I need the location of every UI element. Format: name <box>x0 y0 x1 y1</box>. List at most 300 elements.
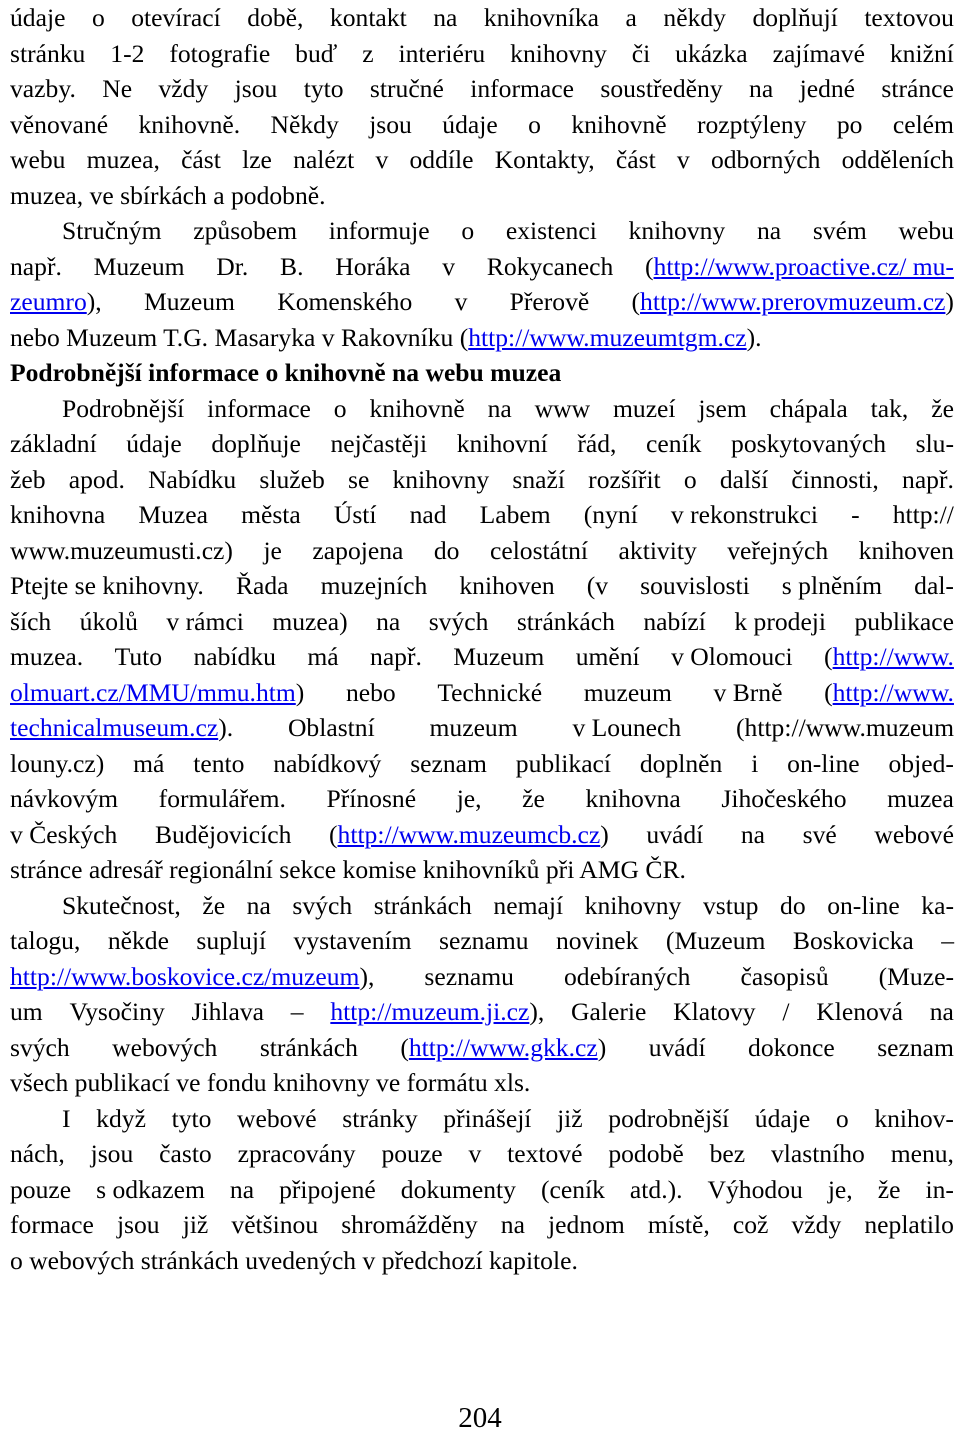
hyperlink[interactable]: http://www.muzeumcb.cz <box>337 819 601 849</box>
word: (v <box>586 571 609 600</box>
word: stránkách <box>516 606 615 636</box>
text-line <box>10 1172 954 1208</box>
word: v rekonstrukci <box>670 500 819 529</box>
word: o <box>835 1103 849 1133</box>
word: jsou <box>369 109 412 139</box>
word: vstup <box>702 890 759 920</box>
word: v <box>468 1139 482 1168</box>
word: poskytovaných <box>731 429 887 458</box>
word: ( <box>329 819 338 849</box>
word: způsobem <box>193 216 298 245</box>
word: i <box>751 748 759 778</box>
word: Tuto <box>114 642 163 671</box>
word: Jihočeského <box>721 784 847 813</box>
text-line <box>10 1030 954 1066</box>
hyperlink[interactable]: http://www.muzeumtgm.cz <box>468 322 747 352</box>
word: ( <box>400 1032 409 1062</box>
text-line <box>10 0 954 36</box>
word: je, <box>456 784 482 813</box>
word: jsem <box>698 393 747 423</box>
word: se <box>347 464 370 494</box>
word: uvádí <box>646 819 704 849</box>
text-line <box>10 249 954 285</box>
word: umění <box>575 642 640 671</box>
word: nabídkový <box>273 748 382 778</box>
word: podobě <box>608 1139 684 1168</box>
word: všech publikací ve fondu knihovny ve formátu xls. <box>10 1068 531 1097</box>
word: většinou <box>231 1210 319 1239</box>
word: webové <box>874 819 954 849</box>
word: vlastního <box>770 1139 865 1168</box>
word: Klenová <box>816 997 903 1026</box>
word: dal- <box>914 571 954 600</box>
hyperlink[interactable]: http://www. <box>832 642 954 671</box>
word: např. <box>370 642 422 671</box>
word: knihovní <box>456 429 548 458</box>
word: Jihlava <box>191 997 265 1026</box>
word: Klatovy <box>673 997 756 1026</box>
word-group <box>330 994 544 1030</box>
text-line <box>10 710 954 746</box>
word: že <box>877 1174 901 1204</box>
word: Ptejte se knihovny. <box>10 571 204 600</box>
text-line <box>10 923 954 959</box>
word: vždy <box>791 1210 842 1239</box>
word: např. <box>902 464 954 494</box>
word: seznam <box>877 1032 954 1062</box>
word: o <box>91 3 105 32</box>
word: doplňuje <box>211 429 301 458</box>
hyperlink[interactable]: zeumro <box>10 287 87 316</box>
word: www <box>534 393 591 423</box>
word: údaje <box>126 429 182 458</box>
word: knihovna <box>10 500 106 529</box>
word: podrobnější <box>608 1103 730 1133</box>
word: další <box>719 464 769 494</box>
word: textové <box>507 1139 583 1168</box>
word: knihov- <box>874 1103 954 1133</box>
word: suplují <box>196 926 267 955</box>
word: Muzea <box>138 500 208 529</box>
word: má <box>307 642 339 671</box>
word: služeb <box>259 464 325 494</box>
word: knihovníka <box>483 3 600 32</box>
text-line <box>10 426 954 462</box>
word: na <box>376 606 401 636</box>
word: louny.cz) <box>10 748 105 778</box>
word: vždy <box>158 74 209 103</box>
word: webových <box>112 1032 218 1062</box>
word: in- <box>925 1174 954 1204</box>
word: což <box>732 1210 769 1239</box>
word: (http://www.muzeum <box>736 713 954 742</box>
word: do <box>433 535 460 565</box>
word: ) <box>295 677 305 707</box>
word: je, <box>827 1174 853 1204</box>
word: po <box>836 109 863 139</box>
word: Boskovicka <box>792 926 914 955</box>
word: o <box>683 464 697 494</box>
word: údaje <box>10 3 66 32</box>
text-line <box>10 994 954 1030</box>
word: muzea) <box>272 606 348 636</box>
word: muzea. <box>10 642 84 671</box>
word: pouze <box>10 1174 72 1204</box>
word: 1-2 <box>110 38 145 68</box>
word: již <box>557 1103 583 1133</box>
word: fotografie <box>169 38 271 68</box>
word: svém <box>812 216 867 245</box>
word: webové <box>237 1103 317 1133</box>
word: seznamu <box>439 926 529 955</box>
word: zajímavé <box>772 38 865 68</box>
text-line <box>10 462 954 498</box>
word: v Olomouci <box>671 642 793 671</box>
word: z <box>362 38 374 68</box>
word: existenci <box>505 216 597 245</box>
word: Muzeum <box>143 287 235 316</box>
text-line <box>10 1065 954 1101</box>
page-number: 204 <box>458 1402 502 1434</box>
text-line <box>10 888 954 924</box>
word: tak, <box>870 393 909 423</box>
word: Rokycanech <box>486 251 614 281</box>
word: Výhodou <box>707 1174 803 1204</box>
hyperlink[interactable]: http://www. <box>832 677 954 707</box>
hyperlink[interactable]: http://www.boskovice.cz/muzeum <box>10 961 360 991</box>
word: stránky <box>342 1103 418 1133</box>
word: knihovny <box>584 890 682 920</box>
word: nad <box>409 500 447 529</box>
word: knihoven <box>858 535 954 565</box>
word: pouze <box>381 1139 443 1168</box>
word: časopisů <box>740 961 829 991</box>
word: ukázka <box>675 38 748 68</box>
word-group <box>10 284 102 320</box>
word: stránce <box>881 74 954 103</box>
word: když <box>96 1103 146 1133</box>
word: ), <box>86 287 102 316</box>
word: na <box>500 1210 525 1239</box>
word-group <box>10 675 304 711</box>
word: nabídku <box>193 642 276 671</box>
text-line <box>10 1101 954 1137</box>
word: uvádí <box>648 1032 706 1062</box>
word: Skutečnost, <box>62 890 181 920</box>
word: nebo <box>345 677 396 707</box>
word: aktivity <box>618 535 697 565</box>
word: či <box>631 38 651 68</box>
word: otevírací <box>131 3 221 32</box>
word: atd.). <box>629 1174 683 1204</box>
word: muzeum <box>429 713 518 742</box>
word: a <box>625 3 637 32</box>
word: v rámci <box>166 606 244 636</box>
word: žeb <box>10 464 46 494</box>
word: ) <box>600 819 609 849</box>
word: apod. <box>68 464 125 494</box>
word: ( <box>824 642 833 671</box>
word: knihovny <box>628 216 726 245</box>
word: - <box>851 500 860 529</box>
word: muzea, <box>86 145 160 174</box>
text-line <box>10 781 954 817</box>
word: seznamu <box>424 961 514 991</box>
word-group <box>632 284 954 320</box>
word: vystavením <box>293 926 412 955</box>
word: jednom <box>548 1210 625 1239</box>
hyperlink[interactable]: http://www.prerovmuzeum.cz <box>640 287 946 316</box>
word: návkovým <box>10 784 119 813</box>
word-group <box>329 817 609 853</box>
word-group <box>824 675 954 711</box>
text-line <box>10 568 954 604</box>
word: v Lounech <box>572 713 682 742</box>
text-line <box>10 178 954 214</box>
word: Přínosné <box>326 784 417 813</box>
text-line <box>10 213 954 249</box>
word: muzeí <box>612 393 676 423</box>
word: on-line <box>827 890 900 920</box>
word-group <box>824 639 954 675</box>
section-heading <box>10 355 954 391</box>
word: řád, <box>577 429 617 458</box>
word: tyto <box>303 74 344 103</box>
word: muzea <box>887 784 954 813</box>
word: ), <box>359 961 375 991</box>
word: Labem <box>479 500 551 529</box>
word: ( <box>824 677 833 707</box>
word: shromážděny <box>341 1210 478 1239</box>
word: již <box>182 1210 209 1239</box>
word: o <box>461 216 475 245</box>
text-line <box>10 36 954 72</box>
word: Ne <box>102 74 133 103</box>
word: na <box>756 216 782 245</box>
word: v Brně <box>713 677 783 707</box>
word: publikací <box>515 748 612 778</box>
text-line <box>10 320 954 356</box>
word: jsou <box>116 1210 160 1239</box>
word: Muzeum <box>453 642 545 671</box>
text-line <box>10 959 954 995</box>
word: odebíraných <box>563 961 691 991</box>
word: připojené <box>279 1174 376 1204</box>
word: údaje <box>442 109 498 139</box>
word: své <box>802 819 837 849</box>
word: rozptýleny <box>696 109 807 139</box>
word: ). <box>218 713 234 742</box>
word: formace <box>10 1210 94 1239</box>
word: stránce adresář regionální sekce komise knihovníků při AMG ČR. <box>10 855 686 884</box>
word-group <box>10 710 233 746</box>
word: na <box>433 3 458 32</box>
word: na <box>246 890 271 920</box>
word: Galerie <box>571 997 647 1026</box>
word-group <box>10 959 374 995</box>
text-line <box>10 284 954 320</box>
word: jedné <box>799 74 856 103</box>
word: jsou <box>234 74 278 103</box>
word: v <box>375 145 389 174</box>
word: část <box>615 145 656 174</box>
word: stránku <box>10 38 86 68</box>
word: Budějovicích <box>154 819 292 849</box>
word: – <box>290 997 304 1026</box>
text-line <box>10 604 954 640</box>
word: tyto <box>171 1103 212 1133</box>
word: www.muzeumusti.cz) <box>10 535 233 565</box>
word: svých <box>292 890 353 920</box>
word: knihovně. <box>138 109 241 139</box>
word: ). <box>746 322 762 352</box>
word: I <box>62 1103 71 1133</box>
word: Podrobnější <box>62 393 185 423</box>
word: na <box>740 819 766 849</box>
document-page <box>10 0 954 1278</box>
word: informace <box>470 74 574 103</box>
word: ( <box>631 287 641 316</box>
word: buď <box>295 38 338 68</box>
word: Stručným <box>62 216 162 245</box>
word: B. <box>280 251 304 281</box>
word: v <box>676 145 690 174</box>
word: že <box>522 784 545 813</box>
word: že <box>202 890 226 920</box>
word: celostátní <box>489 535 589 565</box>
word: v <box>442 251 456 281</box>
word: / <box>782 997 790 1026</box>
word: publikace <box>854 606 954 636</box>
word: neplatilo <box>864 1210 954 1239</box>
word: webu <box>898 216 954 245</box>
word-group <box>10 320 762 356</box>
word: (ceník <box>540 1174 605 1204</box>
word: Muzeum <box>93 251 185 281</box>
word: (Muzeum <box>665 926 766 955</box>
word: Někdy <box>270 109 339 139</box>
text-line <box>10 1243 954 1279</box>
word: nemají <box>493 890 564 920</box>
text-line <box>10 107 954 143</box>
word: dokonce <box>748 1032 835 1062</box>
text-line <box>10 533 954 569</box>
text-line <box>10 852 954 888</box>
word: době, <box>247 3 304 32</box>
word: novinek <box>556 926 639 955</box>
word: činnosti, <box>791 464 879 494</box>
word: seznam <box>410 748 487 778</box>
word: celém <box>892 109 954 139</box>
word: na <box>929 997 954 1026</box>
word: přinášejí <box>443 1103 532 1133</box>
word: webu <box>10 145 66 174</box>
word: jsou <box>90 1139 134 1168</box>
word: knižní <box>889 38 954 68</box>
text-line <box>10 1207 954 1243</box>
word-group <box>645 249 954 285</box>
word: s plněním <box>781 571 883 600</box>
word: nalézt <box>293 145 355 174</box>
word: že <box>931 393 954 423</box>
word: Kontakty, <box>494 145 595 174</box>
word: – <box>941 926 954 955</box>
word: bez <box>709 1139 746 1168</box>
word: textovou <box>864 3 954 32</box>
text-line <box>10 391 954 427</box>
word: základní <box>10 429 97 458</box>
word: Komenského <box>277 287 413 316</box>
word: často <box>159 1139 212 1168</box>
word: o webových stránkách uvedených v předchozí kapitole. <box>10 1245 578 1275</box>
word: knihovny <box>510 38 607 68</box>
word: k prodeji <box>734 606 827 636</box>
word: o <box>333 393 347 423</box>
word: úkolů <box>79 606 138 636</box>
word: doplněn <box>639 748 723 778</box>
text-line <box>10 675 954 711</box>
word: http:// <box>892 500 954 529</box>
word: Vysočiny <box>69 997 165 1026</box>
word: souvislosti <box>640 571 750 600</box>
word: věnované <box>10 109 109 139</box>
word: např. <box>10 251 62 281</box>
word: zapojena <box>312 535 404 565</box>
word: část <box>181 145 221 174</box>
hyperlink[interactable]: technicalmuseum.cz <box>10 713 219 742</box>
text-line <box>10 1136 954 1172</box>
hyperlink[interactable]: http://muzeum.ji.cz <box>330 997 530 1026</box>
word: nebo Muzeum T.G. Masaryka v Rakovníku ( <box>10 322 469 352</box>
word: chápala <box>769 393 848 423</box>
text-line <box>10 746 954 782</box>
word: objed- <box>888 748 954 778</box>
word: informuje <box>328 216 430 245</box>
word: Řada <box>235 571 289 600</box>
word: Přerově <box>509 287 590 316</box>
word: odborných <box>710 145 821 174</box>
text-line <box>10 817 954 853</box>
word: v Českých <box>10 819 118 849</box>
word: Technické <box>437 677 543 707</box>
hyperlink[interactable]: http://www.proactive.cz/ mu- <box>653 251 954 281</box>
word: muzejních <box>320 571 428 600</box>
word: ka- <box>921 890 954 920</box>
word: o <box>528 109 541 139</box>
word: zpracovány <box>237 1139 356 1168</box>
word-group <box>400 1030 606 1066</box>
word: Dr. <box>216 251 249 281</box>
word: nejčastěji <box>330 429 428 458</box>
word: ších <box>10 606 52 636</box>
word: stručné <box>369 74 444 103</box>
word: um <box>10 997 43 1026</box>
word: místě, <box>647 1210 710 1239</box>
word: je <box>263 535 282 565</box>
word: veřejných <box>727 535 829 565</box>
word: kontakt <box>329 3 407 32</box>
word: stránkách <box>259 1032 358 1062</box>
word: má <box>133 748 165 778</box>
word: na <box>487 393 512 423</box>
word: ( <box>645 251 654 281</box>
hyperlink[interactable]: olmuart.cz/MMU/mmu.htm <box>10 677 296 707</box>
hyperlink[interactable]: http://www.gkk.cz <box>408 1032 598 1062</box>
word: odděleních <box>841 145 954 174</box>
word: (nyní <box>583 500 638 529</box>
word: ceník <box>646 429 702 458</box>
word: nabízí <box>643 606 706 636</box>
